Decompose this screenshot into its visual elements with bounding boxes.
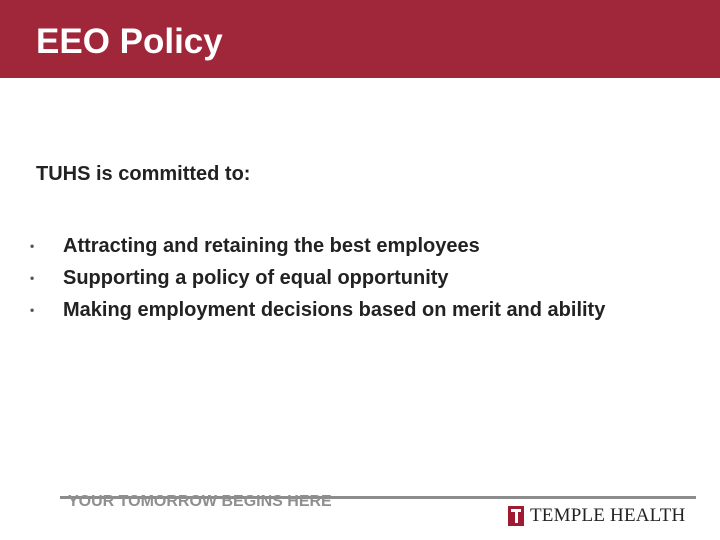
bullet-item — [30, 230, 650, 262]
bullet-dot-icon: • — [30, 271, 35, 285]
bullet-dot-icon: • — [30, 303, 35, 317]
bullet-list — [30, 230, 650, 326]
bullet-text: Attracting and retaining the best employees — [63, 235, 480, 257]
bullet-dot-icon: • — [30, 239, 35, 253]
footer-tagline: YOUR TOMORROW BEGINS HERE — [68, 493, 332, 510]
temple-health-logo — [508, 505, 685, 527]
bullet-text: Making employment decisions based on merit and ability — [63, 299, 606, 321]
bullet-text: Supporting a policy of equal opportunity — [63, 267, 449, 289]
title-bar — [0, 0, 720, 78]
bullet-item — [30, 294, 650, 326]
bullet-item — [30, 262, 650, 294]
slide-title: EEO Policy — [36, 22, 223, 61]
logo-text: TEMPLE HEALTH — [530, 505, 686, 526]
intro-text: TUHS is committed to: — [36, 163, 251, 185]
temple-t-logo-icon — [508, 506, 524, 526]
